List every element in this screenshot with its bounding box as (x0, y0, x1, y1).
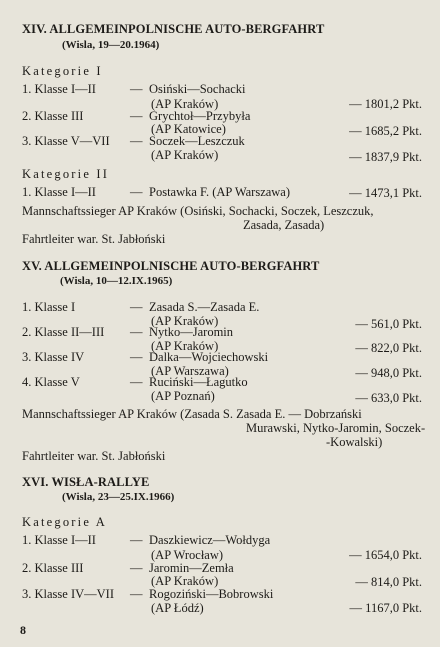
result-dash: — (130, 533, 143, 547)
result-crew: Postawka F. (AP Warszawa) (149, 185, 291, 199)
result-place: 2. Klasse III (22, 561, 84, 575)
result-crew: Nytko—Jaromin (149, 325, 234, 339)
team-winner-line: Murawski, Nytko-Jaromin, Soczek- (246, 421, 426, 435)
result-points: — 1473,1 Pkt. (349, 186, 422, 200)
result-dash: — (130, 82, 143, 96)
section-15-subheading: (Wisla, 10—12.IX.1965) (60, 275, 173, 287)
result-points: — 1801,2 Pkt. (349, 97, 422, 111)
result-place: 1. Klasse I—II (22, 533, 96, 547)
result-points: — 1685,2 Pkt. (349, 124, 422, 138)
result-points: — 633,0 Pkt. (355, 391, 422, 405)
result-club: (AP Kraków) (151, 97, 219, 111)
result-club: (AP Katowice) (151, 122, 226, 136)
result-dash: — (130, 375, 143, 389)
result-points: — 822,0 Pkt. (355, 341, 422, 355)
page-number: 8 (20, 623, 26, 637)
result-crew: Ruciński—Łagutko (149, 375, 248, 389)
result-place: 3. Klasse IV (22, 350, 85, 364)
result-dash: — (130, 350, 143, 364)
category-label: Kategorie I (22, 64, 103, 78)
result-dash: — (130, 300, 143, 314)
result-place: 3. Klasse V—VII (22, 134, 110, 148)
result-club: (AP Wrocław) (151, 548, 224, 562)
result-club: (AP Warszawa) (151, 364, 229, 378)
result-club: (AP Kraków) (151, 339, 219, 353)
result-place: 1. Klasse I—II (22, 185, 96, 199)
team-winner-line: Mannschaftssieger AP Kraków (Osiński, Sochacki, Soczek, Leszczuk, (22, 204, 374, 218)
result-dash: — (130, 134, 143, 148)
result-place: 1. Klasse I—II (22, 82, 96, 96)
result-place: 3. Klasse IV—VII (22, 587, 114, 601)
section-14-heading: XIV. ALLGEMEINPOLNISCHE AUTO-BERGFAHRT (22, 22, 325, 36)
result-points: — 1837,9 Pkt. (349, 150, 422, 164)
race-director: Fahrtleiter war. St. Jabłoński (22, 232, 166, 246)
result-points: — 948,0 Pkt. (355, 366, 422, 380)
result-points: — 814,0 Pkt. (355, 575, 422, 589)
team-winner-line: Zasada, Zasada) (243, 218, 325, 232)
result-club: (AP Kraków) (151, 314, 219, 328)
category-label: Kategorie II (22, 167, 110, 181)
result-dash: — (130, 109, 143, 123)
result-club: (AP Poznań) (151, 389, 215, 403)
result-points: — 561,0 Pkt. (355, 317, 422, 331)
result-club: (AP Łódź) (151, 601, 204, 615)
section-16-heading: XVI. WISŁA-RALLYE (22, 475, 150, 489)
result-crew: Zasada S.—Zasada E. (149, 300, 260, 314)
result-dash: — (130, 587, 143, 601)
result-crew: Dalka—Wojciechowski (149, 350, 269, 364)
result-club: (AP Kraków) (151, 574, 219, 588)
result-dash: — (130, 185, 143, 199)
result-crew: Soczek—Leszczuk (149, 134, 245, 148)
result-dash: — (130, 325, 143, 339)
team-winner-line: Mannschaftssieger AP Kraków (Zasada S. Zasada E. — Dobrzański (22, 407, 362, 421)
result-crew: Grychtoł—Przybyła (149, 109, 251, 123)
result-crew: Osiński—Sochacki (149, 82, 246, 96)
result-place: 2. Klasse III (22, 109, 84, 123)
result-place: 1. Klasse I (22, 300, 76, 314)
result-club: (AP Kraków) (151, 148, 219, 162)
section-14-subheading: (Wisla, 19—20.1964) (62, 39, 160, 51)
result-place: 2. Klasse II—III (22, 325, 105, 339)
category-label: Kategorie A (22, 515, 107, 529)
result-points: — 1654,0 Pkt. (349, 548, 422, 562)
section-16-subheading: (Wisla, 23—25.IX.1966) (62, 491, 175, 503)
result-place: 4. Klasse V (22, 375, 80, 389)
result-crew: Rogoziński—Bobrowski (149, 587, 274, 601)
race-director: Fahrtleiter war. St. Jabłoński (22, 449, 166, 463)
result-crew: Jaromin—Zemła (149, 561, 234, 575)
section-15-heading: XV. ALLGEMEINPOLNISCHE AUTO-BERGFAHRT (22, 259, 320, 273)
result-crew: Daszkiewicz—Wołdyga (149, 533, 271, 547)
result-points: — 1167,0 Pkt. (349, 601, 422, 615)
team-winner-line: -Kowalski) (326, 435, 383, 449)
result-dash: — (130, 561, 143, 575)
